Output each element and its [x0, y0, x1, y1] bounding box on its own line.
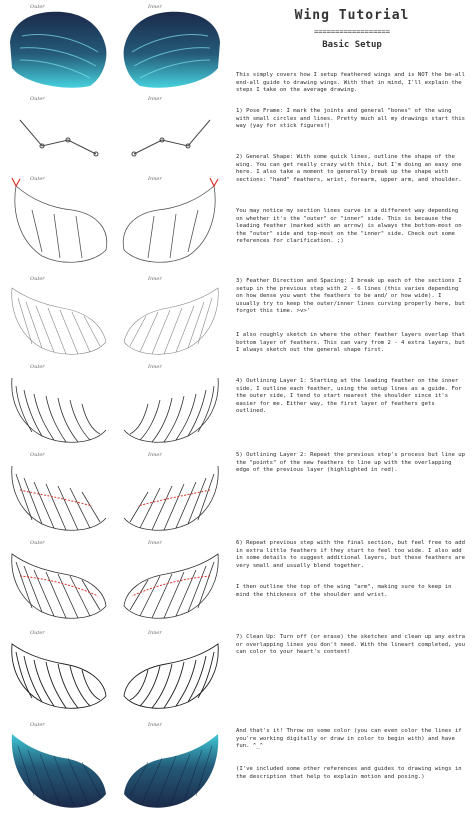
- inner-label: Inner: [148, 276, 162, 282]
- step-3-text: 3) Feather Direction and Spacing: I break up each of the sections I setup in the previous step with 2 - 6 lines (this varies depending on how dense you want the feathers to be and/ or how wide). I usually try to keep the outer/inner lines curving properly here, but forgot this time. >v>': [236, 278, 466, 315]
- outer-shape: [15, 186, 107, 262]
- page-title: Wing Tutorial: [294, 8, 410, 23]
- inner-overlap-highlight: [138, 490, 210, 506]
- step-3-note: I also roughly sketch in where the other feather layers overlap that bottom layer of feathers. This can vary from 2 - 4 extra layers, but I always sketch out the general shape first.: [236, 332, 466, 354]
- step-7-text: 7) Clean Up: Turn off (or erase) the sketches and clean up any extra or overlapping lines you don't need. With the lineart completed, you can color to your heart's content!: [236, 634, 466, 656]
- step-5-text: 5) Outlining Layer 2: Repeat the previous step's process but line up the "points" of the new feathers to line up with the overlapping edge of the previous layer (highlighted in red).: [236, 452, 466, 474]
- closing-text: And that's it! Throw on some color (you can even color the lines if you're working digitally or draw in color to begin with) and have fun. ^_^: [236, 728, 462, 750]
- inner-shape: [123, 186, 215, 262]
- panel-outline-layer-2: [2, 450, 228, 536]
- panel-general-shape: [2, 170, 228, 270]
- panel-final-section: [2, 538, 228, 626]
- inner-layer-1: [124, 378, 218, 442]
- outer-label: Outer: [30, 630, 45, 636]
- outer-final: [12, 554, 106, 618]
- outer-label: Outer: [30, 364, 45, 370]
- outer-wing-colored: [12, 734, 106, 808]
- panel-colored-top: [2, 2, 228, 94]
- panel-outline-layer-1: [2, 362, 228, 448]
- inner-leading-arrow: [210, 178, 218, 186]
- outer-label: Outer: [30, 540, 45, 546]
- inner-label: Inner: [148, 96, 162, 102]
- step-2-text: 2) General Shape: With some quick lines, outline the shape of the wing. You can get really crazy with this, but I'm doing an easy one here. I also take a moment to generally break up the shape with sections: "hand" feathers, wrist, forearm, upper arm, and shoulder.: [236, 154, 462, 183]
- outer-direction-lines: [12, 288, 106, 354]
- outer-label: Outer: [30, 96, 45, 102]
- inner-label: Inner: [148, 540, 162, 546]
- inner-final: [124, 554, 218, 618]
- outer-label: Outer: [30, 452, 45, 458]
- outer-label: Outer: [30, 276, 45, 282]
- step-4-text: 4) Outlining Layer 1: Starting at the leading feather on the inner side, I outline each feather, using the setup lines as a guide. For the outer side, I tend to start nearest the shoulder since it's easier for me. Either way, the first layer of feathers gets outlined.: [236, 378, 462, 415]
- inner-label: Inner: [148, 4, 162, 10]
- step-2-note: You may notice my section lines curve in a different way depending on whether it's the "outer" or "inner" side. This is because the leading feather (marked with an arrow) is always the bottom-most on the "outer" side and top-most on the "inner" side. Check out some references for clarification. ;): [236, 208, 462, 245]
- outer-pose-frame: [20, 120, 98, 156]
- step-6-note: I then outline the top of the wing "arm", making sure to keep in mind the thickness of the shoulder and wrist.: [236, 584, 452, 598]
- outer-label: Outer: [30, 176, 45, 182]
- panel-clean-up: [2, 628, 228, 716]
- wing-illustrations: [0, 0, 230, 820]
- references-note: (I've included some other references and guides to drawing wings in the description that help to explain motion and posing.): [236, 766, 462, 780]
- inner-wing-colored: [124, 12, 220, 88]
- outer-wing-colored: [10, 12, 106, 88]
- inner-label: Inner: [148, 722, 162, 728]
- outer-label: Outer: [30, 722, 45, 728]
- outer-label: Outer: [30, 4, 45, 10]
- intro-text: This simply covers how I setup feathered wings and is NOT the be-all end-all guide to drawing wings. With that in mind, I'll explain the steps I take on the average drawing.: [236, 72, 466, 94]
- inner-label: Inner: [148, 452, 162, 458]
- outer-overlap-highlight: [20, 490, 92, 506]
- outer-clean: [12, 644, 106, 708]
- inner-label: Inner: [148, 630, 162, 636]
- panel-feather-direction: [2, 272, 228, 360]
- step-6-text: 6) Repeat previous step with the final section, but feel free to add in extra little feathers if they start to feel too wide. I also add in some details to suggest additional layers, but these feathers are very small and usually blend together.: [236, 540, 466, 569]
- title-rule: ==================: [314, 28, 390, 36]
- page-subtitle: Basic Setup: [322, 40, 382, 50]
- inner-pose-frame: [132, 120, 210, 156]
- panel-colored-bottom: [2, 720, 228, 816]
- step-1-text: 1) Pose Frame: I mark the joints and general "bones" of the wing with small circles and lines. Pretty much all my drawings start this way (yay for stick figures!): [236, 108, 466, 130]
- inner-wing-colored: [124, 734, 218, 808]
- inner-label: Inner: [148, 364, 162, 370]
- outer-layer-1: [12, 378, 106, 442]
- inner-direction-lines: [124, 288, 218, 354]
- panel-pose-frame: [2, 96, 228, 166]
- inner-label: Inner: [148, 176, 162, 182]
- inner-clean: [124, 644, 218, 708]
- outer-leading-arrow: [12, 178, 20, 186]
